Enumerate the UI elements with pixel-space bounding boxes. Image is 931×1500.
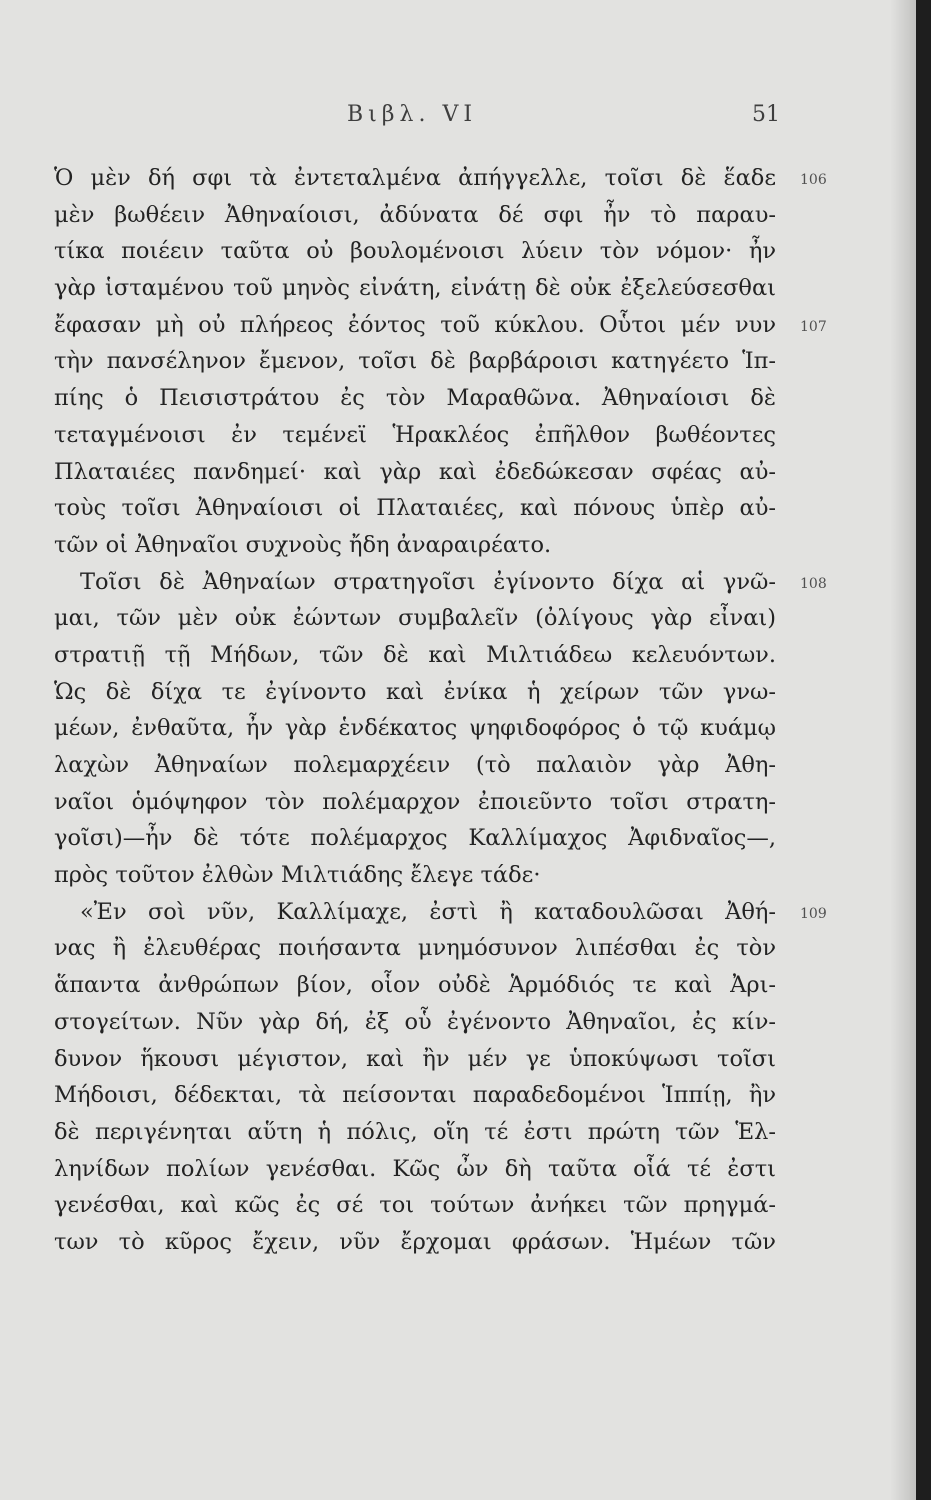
page-edge-shadow [890,0,916,1500]
text-line: Τοῖσι δὲ Ἀθηναίων στρατηγοῖσι ἐγίνοντο δίχα αἱ γνῶ- [80,568,776,595]
margin-section-number: 109 [800,906,827,922]
text-line: μαι, τῶν μὲν οὐκ ἐώντων συμβαλεῖν (ὀλίγους γὰρ εἶναι) [54,605,776,632]
text-line: στογείτων. Νῦν γὰρ δή, ἐξ οὗ ἐγένοντο Ἀθηναῖοι, ἐς κίν- [54,1008,776,1035]
text-line: ληνίδων πολίων γενέσθαι. Κῶς ὦν δὴ ταῦτα οἷά τέ ἐστι [54,1155,776,1182]
page-header [0,96,916,136]
text-line: Ὡς δὲ δίχα τε ἐγίνοντο καὶ ἐνίκα ἡ χείρων τῶν γνω- [54,678,776,705]
text-line: Ὁ μὲν δή σφι τὰ ἐντεταλμένα ἀπήγγελλε, τοῖσι δὲ ἕαδε [54,165,776,191]
text-line: πρὸς τοῦτον ἐλθὼν Μιλτιάδης ἔλεγε τάδε· [54,862,541,889]
text-line: στρατιῇ τῇ Μήδων, τῶν δὲ καὶ Μιλτιάδεω κελευόντων. [54,641,776,668]
text-line: γὰρ ἱσταμένου τοῦ μηνὸς εἰνάτη, εἰνάτῃ δὲ οὐκ ἐξελεύσεσθαι [54,275,776,302]
text-line: Μήδοισι, δέδεκται, τὰ πείσονται παραδεδομένοι Ἱππίῃ, ἢν [54,1082,776,1109]
text-line: ἅπαντα ἀνθρώπων βίον, οἷον οὐδὲ Ἁρμόδιός τε καὶ Ἀρι- [54,972,776,999]
text-line: μὲν βωθέειν Ἀθηναίοισι, ἀδύνατα δέ σφι ἦν τὸ παραυ- [54,201,776,228]
margin-section-number: 107 [800,319,827,335]
text-line: ναῖοι ὁμόψηφον τὸν πολέμαρχον ἐποιεῦντο τοῖσι στρατη- [54,788,776,815]
text-line: πίης ὁ Πεισιστράτου ἐς τὸν Μαραθῶνα. Ἀθηναίοισι δὲ [54,385,776,412]
text-line: μέων, ἐνθαῦτα, ἦν γὰρ ἑνδέκατος ψηφιδοφόρος ὁ τῷ κυάμῳ [54,715,776,742]
text-line: τίκα ποιέειν ταῦτα οὐ βουλομένοισι λύειν τὸν νόμον· ἦν [54,238,776,265]
margin-section-number: 106 [800,172,827,188]
text-line: των τὸ κῦρος ἔχειν, νῦν ἔρχομαι φράσων. Ἡμέων τῶν [54,1228,776,1255]
text-line: δὲ περιγένηται αὕτη ἡ πόλις, οἵη τέ ἐστι πρώτη τῶν Ἑλ- [54,1118,776,1145]
text-line: Πλαταιέες πανδημεί· καὶ γὰρ καὶ ἐδεδώκεσαν σφέας αὐ- [54,458,776,485]
text-line: ἔφασαν μὴ οὐ πλήρεος ἐόντος τοῦ κύκλου. Οὗτοι μέν νυν [54,311,776,338]
margin-section-number: 108 [800,576,827,592]
text-line: γενέσθαι, καὶ κῶς ἐς σέ τοι τούτων ἀνήκει τῶν πρηγμά- [54,1192,776,1219]
text-line: τῶν οἱ Ἀθηναῖοι συχνοὺς ἤδη ἀναραιρέατο. [54,531,552,558]
text-line: γοῖσι)—ἦν δὲ τότε πολέμαρχος Καλλίμαχος Ἀφιδναῖος—, [54,825,776,852]
running-title: Βιβλ. VI [347,102,478,127]
text-line: δυνον ἥκουσι μέγιστον, καὶ ἢν μέν γε ὑποκύψωσι τοῖσι [54,1045,776,1072]
text-line: τοὺς τοῖσι Ἀθηναίοισι οἱ Πλαταιέες, καὶ πόνους ὑπὲρ αὐ- [54,495,776,522]
text-line: «Ἐν σοὶ νῦν, Καλλίμαχε, ἐστὶ ἢ καταδουλῶσαι Ἀθή- [80,898,776,925]
page-number: 51 [752,102,780,127]
text-line: τὴν πανσέληνον ἔμενον, τοῖσι δὲ βαρβάροισι κατηγέετο Ἱπ- [54,348,776,375]
text-line: τεταγμένοισι ἐν τεμένεϊ Ἡρακλέος ἐπῆλθον βωθέοντες [54,421,776,448]
body-text [54,160,776,1261]
text-line: νας ἢ ἐλευθέρας ποιήσαντα μνημόσυνον λιπέσθαι ἐς τὸν [54,935,776,962]
text-line: λαχὼν Ἀθηναίων πολεμαρχέειν (τὸ παλαιὸν γὰρ Ἀθη- [54,752,776,778]
